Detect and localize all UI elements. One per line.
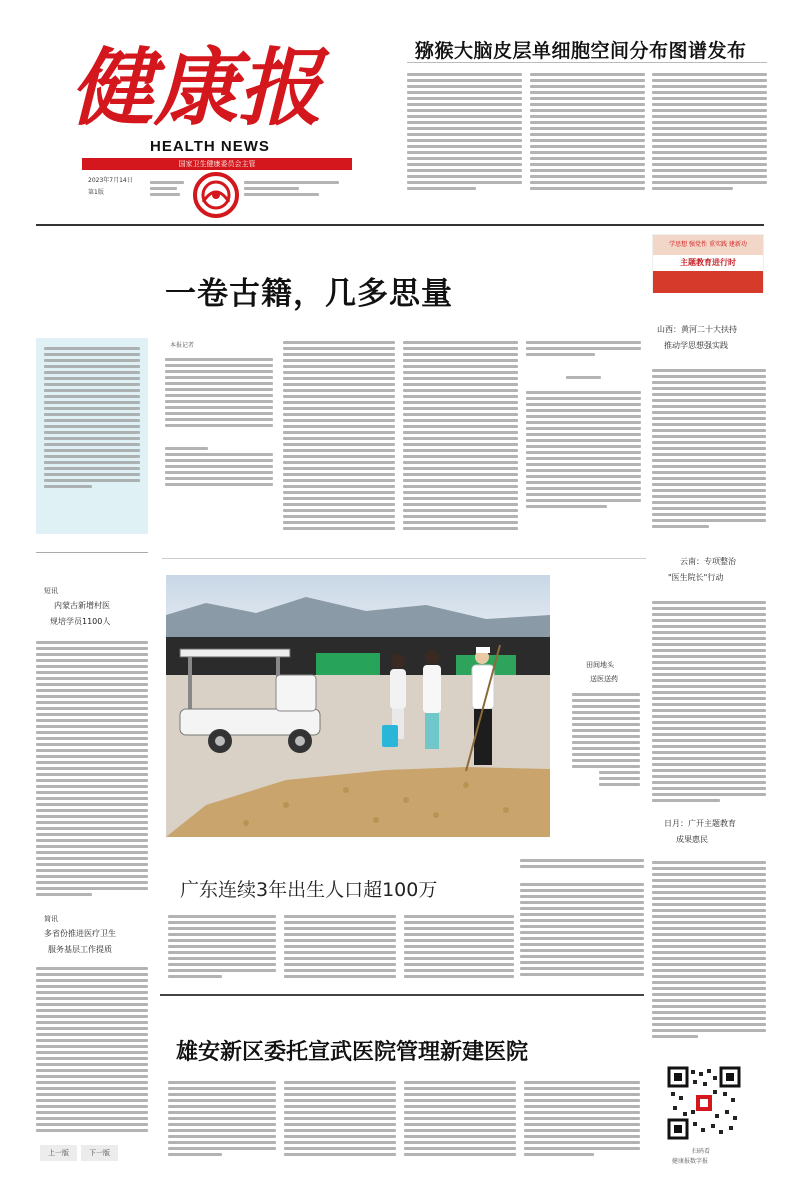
- guangdong-col-2: [284, 912, 396, 978]
- photo-caption-body: [572, 690, 640, 818]
- right-item3-body: [652, 858, 766, 1044]
- top-story-col-1: [407, 70, 522, 215]
- left-item1-kicker: 短讯: [44, 587, 58, 595]
- qr-code-icon[interactable]: [667, 1066, 741, 1140]
- left-item2-body: [36, 964, 148, 1134]
- emblem-icon: [193, 172, 239, 218]
- xiongan-col-3: [404, 1078, 516, 1158]
- left-column-rule: [36, 552, 148, 553]
- xiongan-col-1: [168, 1078, 276, 1158]
- newspaper-logo: [70, 35, 370, 135]
- left-item1-title-b[interactable]: 规培学员1100人: [50, 617, 111, 626]
- masthead-edition: 第1版: [88, 189, 104, 196]
- feature-col-1: [165, 355, 273, 535]
- right-item1-title-b[interactable]: 推动学思想强实践: [664, 341, 728, 350]
- xiongan-divider: [160, 994, 644, 996]
- editor-note-box: [36, 338, 148, 534]
- xiongan-col-4: [524, 1078, 640, 1158]
- right-item2-body: [652, 598, 766, 806]
- guangdong-headline[interactable]: 广东连续3年出生人口超100万: [180, 879, 438, 901]
- masthead-divider: [36, 224, 764, 226]
- next-page-tab[interactable]: 下一版: [81, 1145, 118, 1161]
- qr-caption-a: 扫码看: [692, 1148, 711, 1155]
- promo-banner[interactable]: [652, 234, 764, 292]
- masthead-meta-right: [244, 178, 344, 210]
- xiongan-headline[interactable]: 雄安新区委托宣武医院管理新建医院: [176, 1040, 529, 1065]
- top-story-rule: [407, 62, 767, 63]
- guangdong-col-3: [404, 912, 514, 978]
- promo-main-line: 主题教育进行时: [680, 258, 736, 267]
- left-item1-body: [36, 638, 148, 902]
- top-story-headline[interactable]: 猕猴大脑皮层单细胞空间分布图谱发布: [415, 40, 747, 62]
- masthead-meta-left: [150, 178, 188, 206]
- page-navigation: [40, 1140, 122, 1158]
- left-item2-kicker: 简讯: [44, 915, 58, 923]
- feature-col-2: [283, 338, 395, 535]
- right-item3-title-a[interactable]: 日月：广开主题教育: [664, 819, 736, 828]
- english-name: HEALTH NEWS: [150, 138, 270, 155]
- qr-caption-b: 健康报数字报: [672, 1158, 709, 1165]
- top-story-col-2: [530, 70, 645, 215]
- photo-caption-a: 田间地头: [586, 661, 614, 669]
- feature-byline: 本报记者: [170, 342, 195, 349]
- promo-top-line: 学思想 强党性 重实践 建新功: [653, 235, 763, 255]
- photo-caption-b: 送医送药: [590, 675, 618, 683]
- guangdong-col-4: [520, 880, 644, 976]
- right-item3-title-b[interactable]: 成果惠民: [676, 835, 708, 844]
- top-story-col-3: [652, 70, 767, 215]
- feature-col-4: [526, 338, 641, 535]
- guangdong-lead: [520, 856, 644, 876]
- masthead-red-bar: 国家卫生健康委员会主管: [82, 158, 352, 170]
- news-photo[interactable]: [166, 575, 550, 837]
- left-item2-title-a[interactable]: 多省份推进医疗卫生: [44, 929, 116, 938]
- right-item2-title-a[interactable]: 云南：专项整治: [680, 557, 736, 566]
- xiongan-col-2: [284, 1078, 396, 1158]
- left-item2-title-b[interactable]: 服务基层工作提质: [48, 945, 112, 954]
- logo-text: 健康报: [70, 38, 323, 135]
- right-item1-title-a[interactable]: 山西：黄河二十大扶持: [657, 325, 737, 334]
- photo-section-rule: [162, 558, 646, 559]
- promo-red-wave: [653, 271, 763, 293]
- feature-col-3: [403, 338, 518, 535]
- right-item2-title-b[interactable]: "医生院长"行动: [668, 573, 724, 582]
- masthead-date: 2023年7月14日: [88, 177, 133, 184]
- guangdong-col-1: [168, 912, 276, 978]
- prev-page-tab[interactable]: 上一版: [40, 1145, 77, 1161]
- left-item1-title-a[interactable]: 内蒙古新增村医: [54, 601, 110, 610]
- right-item1-body: [652, 366, 766, 542]
- feature-headline[interactable]: 一卷古籍，几多思量: [165, 276, 453, 312]
